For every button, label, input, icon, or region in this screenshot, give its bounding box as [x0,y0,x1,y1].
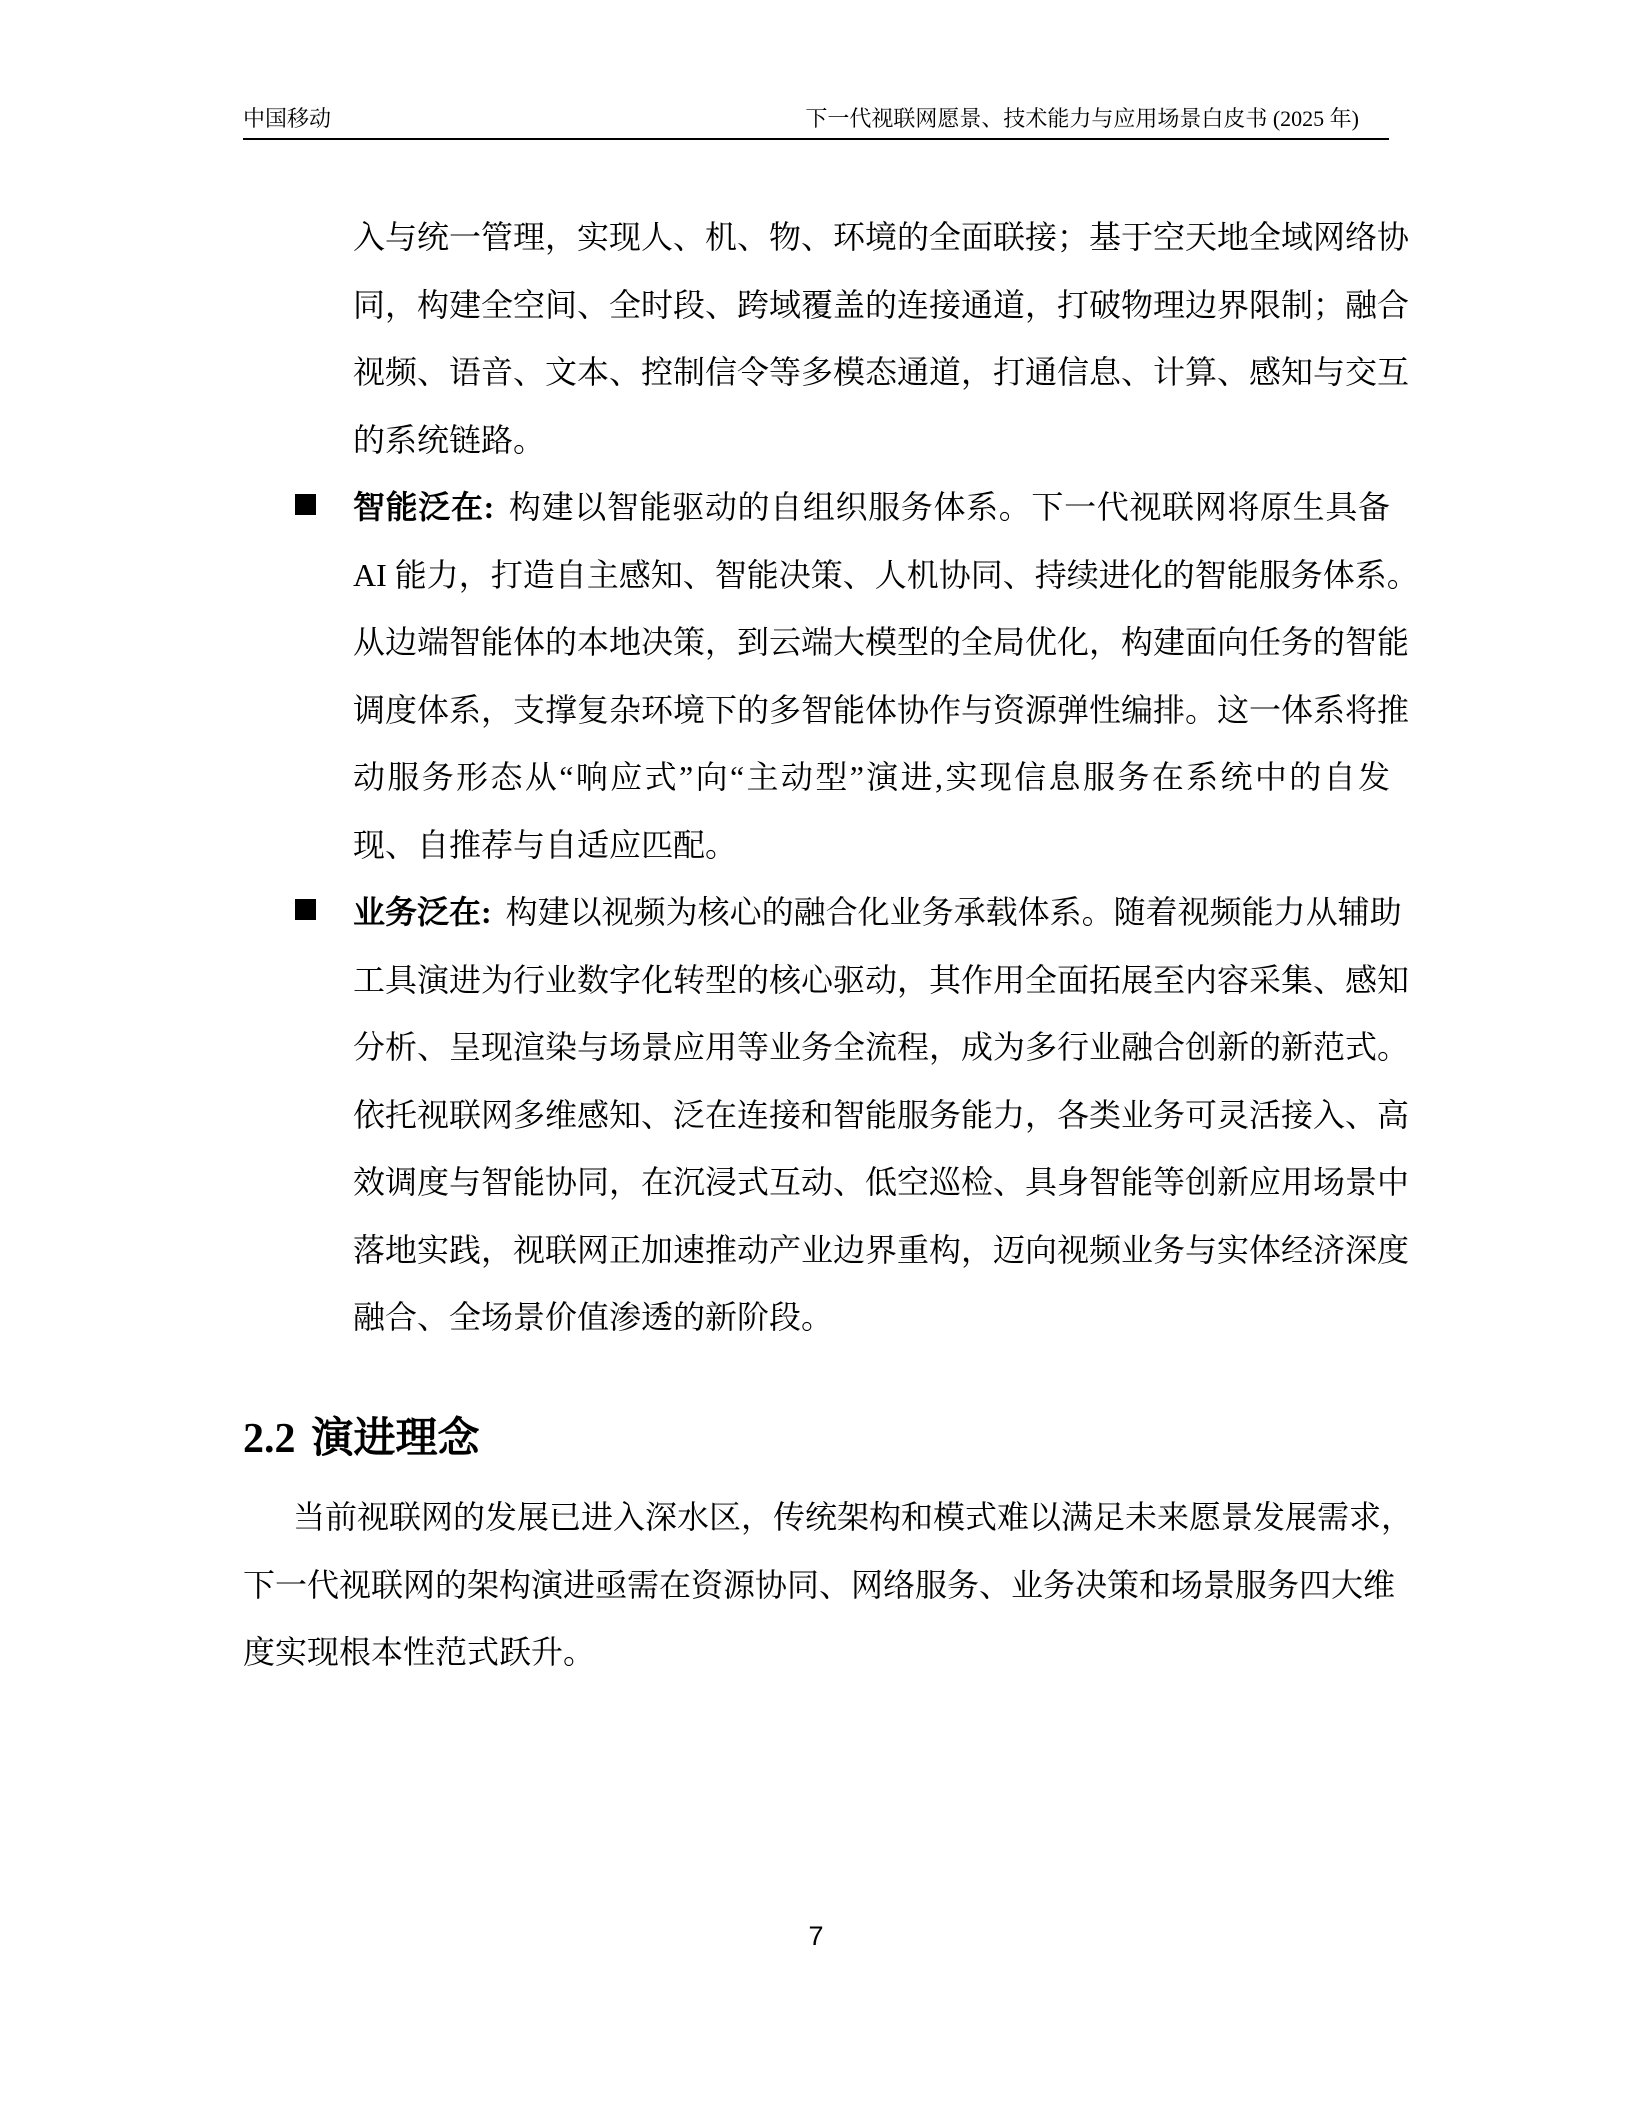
text-line: 入与统一管理，实现人、机、物、环境的全面联接；基于空天地全域网络协 [353,219,1410,255]
section-number: 2.2 [243,1416,296,1462]
bullet-first-line [353,879,1402,947]
text-line: 调度体系，支撑复杂环境下的多智能体协作与资源弹性编排。这一体系将推 [353,691,1410,728]
bullet-square-icon [295,494,316,515]
section-heading [243,1408,480,1470]
bullet-text: 构建以视频为核心的融合化业务承载体系。随着视频能力从辅助 [505,894,1402,930]
closing-paragraph [243,1484,1414,1687]
bullet-label: 业务泛在: [353,894,492,930]
header-brand: 中国移动 [243,106,332,131]
text-line: AI 能力，打造自主感知、智能决策、人机协同、持续进化的智能服务体系。 [353,556,1419,593]
text-line: 当前视联网的发展已进入深水区，传统架构和模式难以满足未来愿景发展需求， [293,1499,1414,1535]
text-line: 动服务形态从“响应式”向“主动型”演进,实现信息服务在系统中的自发 [353,759,1390,795]
body-content [243,204,1419,1352]
page-header [243,103,1389,140]
bullet-item-business [353,879,1410,1352]
text-line: 效调度与智能协同，在沉浸式互动、低空巡检、具身智能等创新应用场景中 [353,1164,1410,1200]
intro-continuation-paragraph [353,204,1410,474]
bullet-square-icon [295,899,316,920]
bullet-first-line [353,474,1390,542]
text-line: 工具演进为行业数字化转型的核心驱动，其作用全面拓展至内容采集、感知 [353,961,1410,998]
text-line: 视频、语音、文本、控制信令等多模态通道，打通信息、计算、感知与交互 [353,354,1410,390]
text-line: 同，构建全空间、全时段、跨域覆盖的连接通道，打破物理边界限制；融合 [353,286,1410,323]
bullet-text: 构建以智能驱动的自组织服务体系。下一代视联网将原生具备 [508,489,1390,525]
bullet-label: 智能泛在: [353,489,495,525]
text-line: 下一代视联网的架构演进亟需在资源协同、网络服务、业务决策和场景服务四大维 [243,1566,1396,1603]
text-line: 依托视联网多维感知、泛在连接和智能服务能力，各类业务可灵活接入、高 [353,1096,1410,1133]
text-line: 现、自推荐与自适应匹配。 [353,826,738,863]
page-number: 7 [808,1921,824,1951]
text-line: 从边端智能体的本地决策，到云端大模型的全局优化，构建面向任务的智能 [353,624,1410,660]
text-line: 的系统链路。 [353,421,546,458]
text-line: 分析、呈现渲染与场景应用等业务全流程，成为多行业融合创新的新范式。 [353,1029,1410,1065]
text-line: 度实现根本性范式跃升。 [243,1634,596,1670]
text-line: 融合、全场景价值渗透的新阶段。 [353,1299,834,1335]
section-title: 演进理念 [311,1416,480,1462]
text-line: 落地实践，视联网正加速推动产业边界重构，迈向视频业务与实体经济深度 [353,1231,1410,1268]
bullet-item-intelligence [353,474,1419,879]
header-doc-title: 下一代视联网愿景、技术能力与应用场景白皮书 (2025 年) [805,106,1359,131]
